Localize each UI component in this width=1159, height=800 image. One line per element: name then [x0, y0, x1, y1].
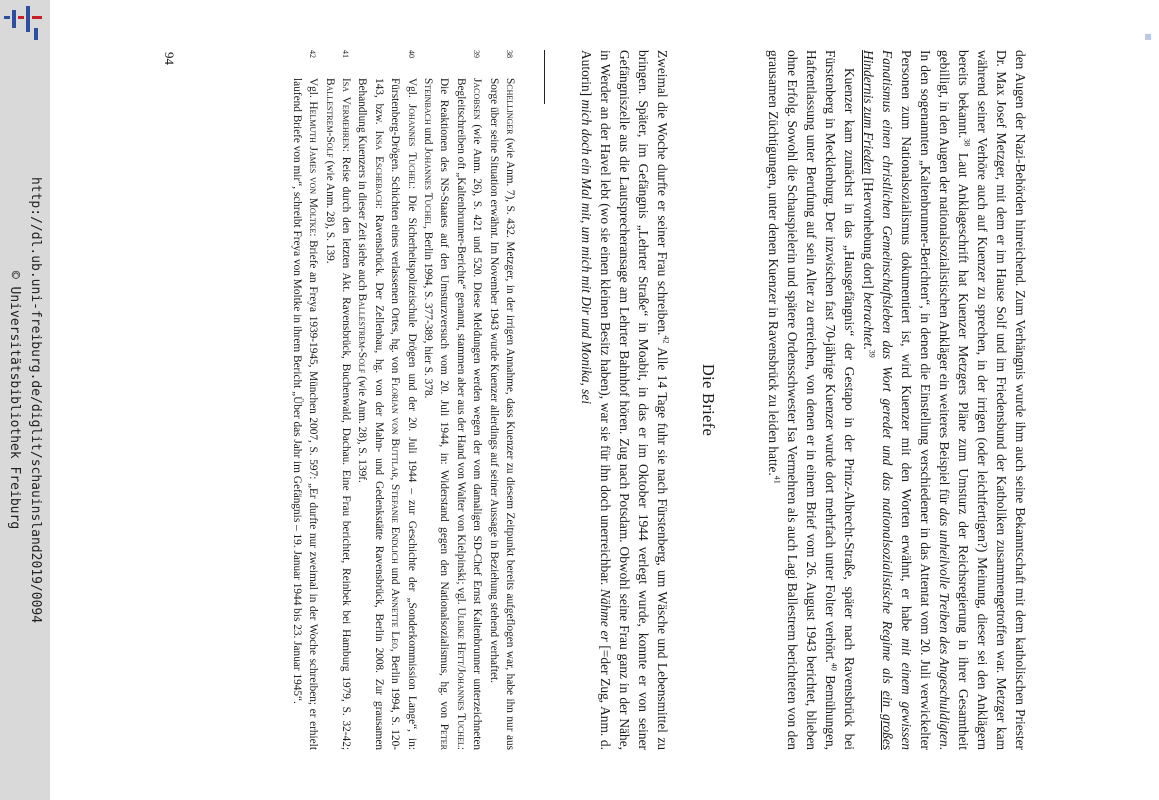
book-page — [150, 50, 1030, 750]
footnote-divider — [544, 50, 545, 104]
paragraph-3: Zweimal die Woche durfte er seiner Frau schreiben.$^{42}$ Alle 14 Tage fuhr sie nach Fürstenberg, um Wäsche und Lebensmittel zu bringen. Später, im Gefängnis „Lehrter Straße“ in Moabit, in das er im Oktober 1944 verlegt wurde, konnte er von seiner Gefängniszelle aus die Lautsprecheransage am Lehrter Bahnhof hören. Zug nach Potsdam. Obwohl seine Frau ganz in der Nähe, in Werder an der Havel lebt (wo sie einen kleinen Besitz haben), war sie für ihn doch unerreichbar. Nähme er [=der Zug, Anm. d. Autorin] mich doch ein Mal mit, um mich mit Dir und Monika, sei — [579, 50, 671, 750]
footnote-42: 42 Vgl. Helmuth James von Moltke: Briefe an Freya 1939-1945, München 2007, S. 597: „Er durfte nur zweimal in der Woche schreiben; er erhielt laufend Briefe von mir“, schreibt Freya von Moltke in ihrem Bericht „Über das Jahr im Gefängnis – 19. Januar 1944 bis 23. Januar 1945“. — [290, 50, 320, 750]
paragraph-1: den Augen der Nazi-Behörden hinreichend. Zum Verhängnis wurde ihm auch seine Bekanntschaft mit dem katholischen Priester Dr. Max Josef Metzger, mit dem er im Hause Solf und im Friedensbund der Katholiken zusammengetroffen war. Metzger kam während seiner Verhöre auch auf Kuenzer zu sprechen, in der irrigen (oder leichtfertigen?) Meinung, dieser sei den Anklägern bereits bekannt.$^{38}$ Laut Anklageschrift hat Kuenzer Metzgers Pläne zum Umsturz der Reichsregierung in ihrer Gesamtheit gebilligt, in den Augen der nationalsozialistischen Ankläger ein weiteres Beispiel für das unheilvolle Treiben des Angeschuldigten. In den sogenannten „Kaltenbrunner-Berichten“, in denen die Einstellung verschiedener in das Attentat vom 20. Juli verwickelter Personen zum Nationalsozialismus dokumentiert ist, wird Kuenzer mit den Worten erwähnt, er habe mit einem gewissen Fanatismus einen christlichen Gemeinschaftsleben das Wort geredet und das nationalsozialistische Regime als ein großes Hindernis zum Frieden [Hervorhebung dort] betrachtet.$^{39}$ — [861, 50, 1028, 750]
viewer-sidebar — [0, 0, 50, 800]
footnote-ref-41: 41 — [772, 475, 782, 484]
university-logo-icon — [4, 6, 44, 42]
paragraph-2: Kuenzer kam zunächst in das „Hausgefängnis“ der Gestapo in der Prinz-Albrecht-Straße, später nach Ravensbrück bei Fürstenberg in Mecklenburg. Der inzwischen fast 70-jährige Kuenzer wurde dort mehrfach unter Folter verhört.$^{40}$ Bemühungen, Haftentlassung unter Berufung auf sein Alter zu erreichen, von denen er in einem Brief vom 26. August 1943 berichtet, blieben ohne Erfolg. Sowohl die Schauspielerin und spätere Ordensschwester Isa Vermehren als auch Lagi Ballestrem berichteten von den grausamen Züchtigungen, unter denen Kuenzer in Ravensbrück zu leiden hatte.$^{41}$ — [766, 50, 857, 750]
sidebar-source-info — [4, 177, 46, 623]
footnote-ref-38: 38 — [962, 138, 972, 147]
footnote-ref-40: 40 — [829, 662, 839, 671]
footnote-41: 41 Isa Vermehren: Reise durch den letzten Akt. Ravensbrück, Buchenwald, Dachau. Eine Frau berichtet, Reinbek bei Hamburg 1979, S. 32-42; Ballestrem-Solf (wie Anm. 28), S. 139. — [323, 50, 352, 750]
footnote-ref-42: 42 — [661, 335, 671, 344]
page-number: 94 — [162, 52, 177, 65]
footnote-38: 38 Schellinger (wie Anm. 7), S. 432. Metzger, in der irrigen Annahme, dass Kuenzer zu diesem Zeitpunkt bereits aufgeflogen war, habe ihn nur aus Sorge über seine Situation erwähnt. Im November 1943 wurde Kuenzer allerdings auf seiner Aussage in Beziehung stehend verhaftet. — [487, 50, 516, 750]
footnote-39: 39 Jacobsen (wie Anm. 26), S. 421 und 520. Diese Meldungen werden wegen der vom damaligen SD-Chef Ernst Kaltenbrunner unterzeichneten Begleitschreiben oft „Kaltenbrunner-Berichte“ genannt, stammen aber aus der Hand von Walter von Kielpinski; vgl. Ulrike Hett/Johannes Tuchel: Die Reaktionen des NS-Staates auf den Umsturzversuch vom 20. Juli 1944, in: Widerstand gegen den Nationalsozialismus, hg. von Peter Steinbach und Johannes Tuchel, Berlin 1994, S. 377-389, hier S. 378. — [421, 50, 484, 750]
footnote-40: 40 Vgl. Johannes Tuchel: Die Sicherheitspolizeischule Drögen und der 20. Juli 1944 – zur Geschichte der „Sonderkommission Lange“, in: Fürstenberg-Drögen. Schichten eines verlassenen Ortes, hg. von Florian von Buttlar, Stefanie Endlich und Annette Leo, Berlin 1994, S. 120-143, bzw. Insa Eschebach: Ravensbrück. Der Zellenbau, hg. von der Mahn- und Gedenkstätte Ravensbrück, Berlin 2008. Zur grausamen Behandlung Kuenzers in dieser Zeit siehe auch Ballestrem-Solf (wie Anm. 28), S. 139f. — [356, 50, 418, 750]
copyright-notice: © Universitätsbibliothek Freiburg — [7, 270, 22, 530]
section-title: Die Briefe — [699, 363, 718, 437]
page-corner-mark-icon: ▪ — [1141, 32, 1156, 42]
source-url-link[interactable]: http://dl.ub.uni-freiburg.de/diglit/schauinsland2019/0094 — [28, 176, 43, 624]
footnote-ref-39: 39 — [867, 349, 877, 358]
